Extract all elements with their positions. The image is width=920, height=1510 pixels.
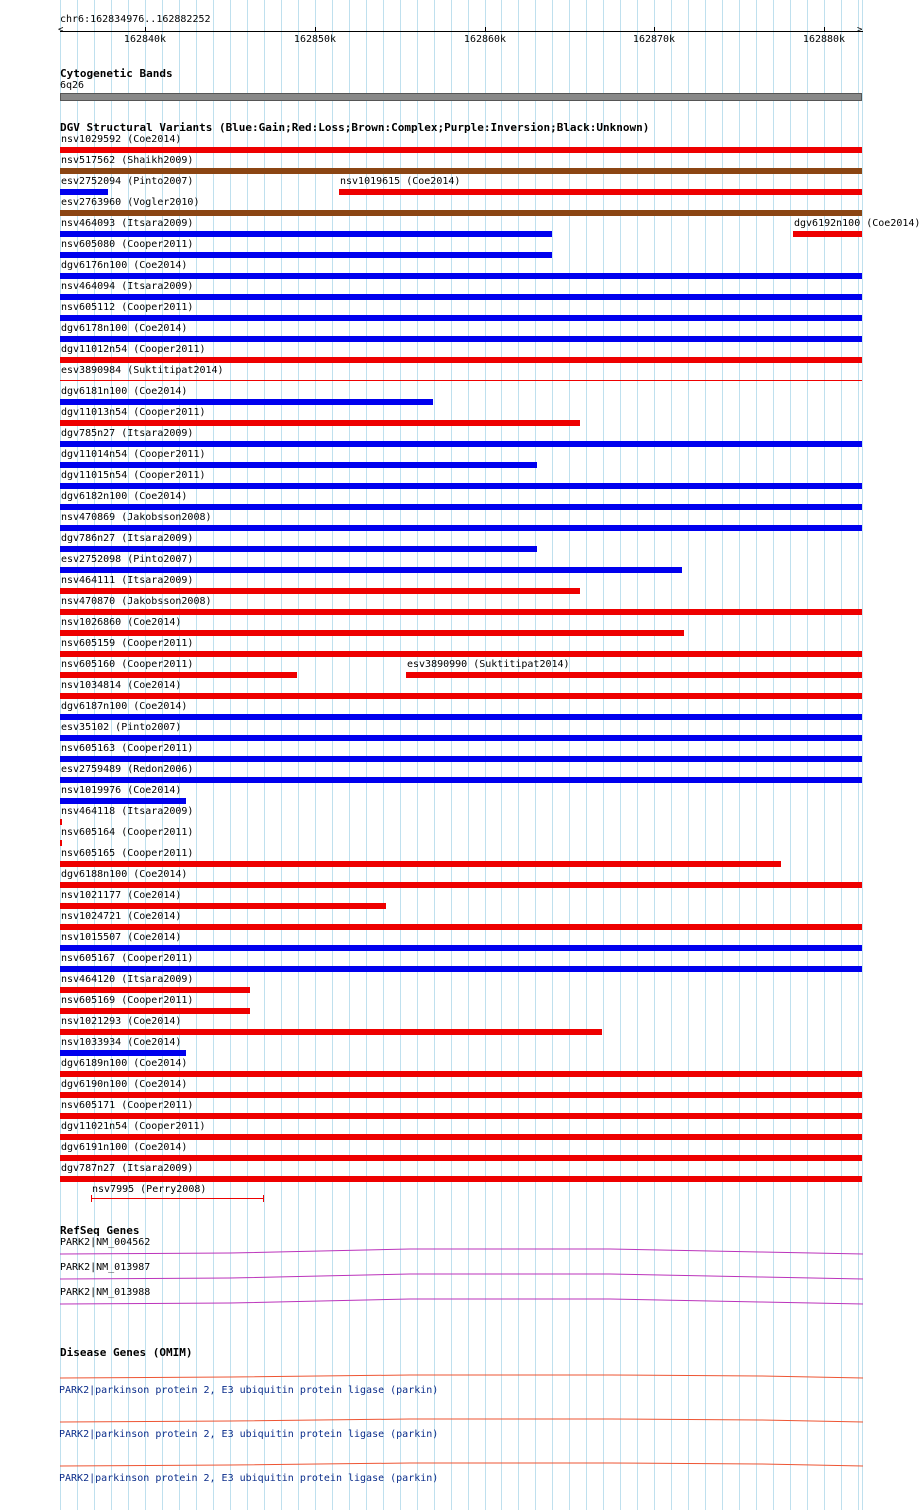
variant-label: esv2759489 (Redon2006) bbox=[61, 764, 194, 775]
variant-label: dgv6187n100 (Coe2014) bbox=[61, 701, 188, 712]
grid-line bbox=[332, 0, 333, 1510]
variant-bar[interactable] bbox=[60, 987, 250, 993]
grid-line bbox=[247, 0, 248, 1510]
grid-line bbox=[620, 0, 621, 1510]
variant-bar[interactable] bbox=[60, 567, 682, 573]
variant-label: nsv464111 (Itsara2009) bbox=[61, 575, 194, 586]
grid-line bbox=[264, 0, 265, 1510]
variant-bar[interactable] bbox=[91, 1198, 264, 1199]
ruler-tick-label: 162860k bbox=[463, 34, 507, 45]
variant-label: nsv464094 (Itsara2009) bbox=[61, 281, 194, 292]
variant-bar[interactable] bbox=[793, 231, 862, 237]
variant-label: dgv785n27 (Itsara2009) bbox=[61, 428, 194, 439]
variant-label: nsv470870 (Jakobsson2008) bbox=[61, 596, 212, 607]
variant-label: nsv605080 (Cooper2011) bbox=[61, 239, 194, 250]
variant-bar[interactable] bbox=[60, 231, 552, 237]
gene-label: PARK2|NM_013988 bbox=[60, 1287, 151, 1298]
omim-gene-model[interactable] bbox=[60, 1462, 863, 1468]
variant-label: nsv1033934 (Coe2014) bbox=[61, 1037, 182, 1048]
omim-label[interactable]: PARK2|parkinson protein 2, E3 ubiquitin protein ligase (parkin) bbox=[59, 1473, 439, 1484]
variant-label: nsv1019976 (Coe2014) bbox=[61, 785, 182, 796]
gene-label: PARK2|NM_013987 bbox=[60, 1262, 151, 1273]
omim-gene-model[interactable] bbox=[60, 1418, 863, 1424]
omim-label[interactable]: PARK2|parkinson protein 2, E3 ubiquitin protein ligase (parkin) bbox=[59, 1385, 439, 1396]
variant-bar[interactable] bbox=[60, 315, 862, 321]
variant-label: dgv11014n54 (Cooper2011) bbox=[61, 449, 206, 460]
grid-line bbox=[451, 0, 452, 1510]
variant-label: nsv605171 (Cooper2011) bbox=[61, 1100, 194, 1111]
location-label: chr6:162834976..162882252 bbox=[60, 14, 211, 25]
variant-bar[interactable] bbox=[60, 380, 862, 381]
grid-line bbox=[518, 0, 519, 1510]
variant-label: dgv6178n100 (Coe2014) bbox=[61, 323, 188, 334]
gene-line bbox=[60, 1249, 863, 1254]
variant-bar[interactable] bbox=[60, 861, 781, 867]
ruler-tick-label: 162840k bbox=[123, 34, 167, 45]
variant-label: nsv1034814 (Coe2014) bbox=[61, 680, 182, 691]
variant-bar[interactable] bbox=[60, 630, 684, 636]
grid-line bbox=[417, 0, 418, 1510]
variant-bar[interactable] bbox=[60, 945, 862, 951]
variant-label: nsv1021177 (Coe2014) bbox=[61, 890, 182, 901]
variant-bar[interactable] bbox=[60, 294, 862, 300]
variant-label: dgv6181n100 (Coe2014) bbox=[61, 386, 188, 397]
variant-bar[interactable] bbox=[60, 1029, 602, 1035]
variant-bar[interactable] bbox=[60, 336, 862, 342]
variant-bar[interactable] bbox=[60, 882, 862, 888]
variant-label: nsv7995 (Perry2008) bbox=[92, 1184, 207, 1195]
grid-line bbox=[434, 0, 435, 1510]
variant-bar[interactable] bbox=[60, 1008, 250, 1014]
variant-label: nsv1015507 (Coe2014) bbox=[61, 932, 182, 943]
ruler-tick bbox=[824, 27, 825, 32]
variant-bar[interactable] bbox=[60, 714, 862, 720]
omim-line bbox=[60, 1375, 863, 1378]
variant-label: nsv605160 (Cooper2011) bbox=[61, 659, 194, 670]
variant-bar[interactable] bbox=[60, 1176, 862, 1182]
variant-label: nsv464118 (Itsara2009) bbox=[61, 806, 194, 817]
grid-line bbox=[586, 0, 587, 1510]
variant-label: dgv6182n100 (Coe2014) bbox=[61, 491, 188, 502]
cytoband-label: 6q26 bbox=[60, 80, 85, 91]
variant-bar[interactable] bbox=[60, 1134, 862, 1140]
variant-bar[interactable] bbox=[60, 462, 537, 468]
grid-line bbox=[298, 0, 299, 1510]
variant-bar[interactable] bbox=[60, 210, 862, 216]
omim-track-title: Disease Genes (OMIM) bbox=[60, 1346, 193, 1359]
gene-line bbox=[60, 1274, 863, 1279]
variant-label: dgv6191n100 (Coe2014) bbox=[61, 1142, 188, 1153]
ruler-tick-label: 162850k bbox=[293, 34, 337, 45]
grid-line bbox=[501, 0, 502, 1510]
gene-line bbox=[60, 1299, 863, 1304]
grid-line bbox=[722, 0, 723, 1510]
grid-line bbox=[637, 0, 638, 1510]
variant-bar[interactable] bbox=[60, 798, 186, 804]
grid-line bbox=[400, 0, 401, 1510]
variant-bar[interactable] bbox=[60, 546, 537, 552]
grid-line bbox=[281, 0, 282, 1510]
variant-bar[interactable] bbox=[60, 399, 433, 405]
variant-label: esv3890990 (Suktitipat2014) bbox=[407, 659, 570, 670]
variant-label: dgv11021n54 (Cooper2011) bbox=[61, 1121, 206, 1132]
variant-label: nsv1021293 (Coe2014) bbox=[61, 1016, 182, 1027]
grid-line bbox=[569, 0, 570, 1510]
gene-model[interactable] bbox=[60, 1298, 863, 1306]
variant-label: nsv605165 (Cooper2011) bbox=[61, 848, 194, 859]
variant-bar[interactable] bbox=[60, 441, 862, 447]
grid-line bbox=[485, 0, 486, 1510]
grid-line bbox=[213, 0, 214, 1510]
grid-line bbox=[535, 0, 536, 1510]
variant-label: dgv6192n100 (Coe2014) bbox=[794, 218, 920, 229]
gene-label: PARK2|NM_004562 bbox=[60, 1237, 151, 1248]
variant-label: nsv1029592 (Coe2014) bbox=[61, 134, 182, 145]
ruler-tick bbox=[145, 27, 146, 32]
variant-bar[interactable] bbox=[60, 735, 862, 741]
variant-bar[interactable] bbox=[60, 1071, 862, 1077]
variant-label: esv2752098 (Pinto2007) bbox=[61, 554, 194, 565]
ruler-tick-label: 162870k bbox=[632, 34, 676, 45]
ruler-left-arrow: < bbox=[58, 25, 64, 35]
variant-label: dgv786n27 (Itsara2009) bbox=[61, 533, 194, 544]
grid-line bbox=[773, 0, 774, 1510]
ruler-tick-label: 162880k bbox=[802, 34, 846, 45]
variant-bar[interactable] bbox=[60, 609, 862, 615]
grid-line bbox=[688, 0, 689, 1510]
grid-line bbox=[739, 0, 740, 1510]
variant-label: nsv464120 (Itsara2009) bbox=[61, 974, 194, 985]
variant-bar[interactable] bbox=[60, 1092, 862, 1098]
variant-bar[interactable] bbox=[60, 1155, 862, 1161]
omim-gene-model[interactable] bbox=[60, 1374, 863, 1380]
variant-label: nsv464093 (Itsara2009) bbox=[61, 218, 194, 229]
variant-bar[interactable] bbox=[60, 693, 862, 699]
variant-label: esv35102 (Pinto2007) bbox=[61, 722, 182, 733]
grid-line bbox=[552, 0, 553, 1510]
variant-label: dgv11013n54 (Cooper2011) bbox=[61, 407, 206, 418]
grid-line bbox=[230, 0, 231, 1510]
grid-line bbox=[315, 0, 316, 1510]
variant-bar-end bbox=[91, 1195, 92, 1202]
variant-label: dgv6190n100 (Coe2014) bbox=[61, 1079, 188, 1090]
refseq-track-title: RefSeq Genes bbox=[60, 1224, 140, 1237]
ruler-tick bbox=[485, 27, 486, 32]
ruler-tick bbox=[315, 27, 316, 32]
grid-line bbox=[671, 0, 672, 1510]
variant-bar[interactable] bbox=[60, 525, 862, 531]
variant-label: nsv1026860 (Coe2014) bbox=[61, 617, 182, 628]
variant-label: dgv6176n100 (Coe2014) bbox=[61, 260, 188, 271]
variant-label: dgv6189n100 (Coe2014) bbox=[61, 1058, 188, 1069]
grid-line bbox=[196, 0, 197, 1510]
variant-label: nsv1019615 (Coe2014) bbox=[340, 176, 461, 187]
variant-bar[interactable] bbox=[60, 966, 862, 972]
grid-line bbox=[468, 0, 469, 1510]
variant-bar[interactable] bbox=[60, 756, 862, 762]
gene-model[interactable] bbox=[60, 1248, 863, 1256]
dgv-track-title: DGV Structural Variants (Blue:Gain;Red:Loss;Brown:Complex;Purple:Inversion;Black:Unknown) bbox=[60, 121, 650, 134]
variant-label: nsv605159 (Cooper2011) bbox=[61, 638, 194, 649]
variant-label: nsv605164 (Cooper2011) bbox=[61, 827, 194, 838]
omim-label[interactable]: PARK2|parkinson protein 2, E3 ubiquitin protein ligase (parkin) bbox=[59, 1429, 439, 1440]
variant-bar[interactable] bbox=[60, 588, 580, 594]
variant-bar[interactable] bbox=[60, 672, 297, 678]
variant-label: nsv605163 (Cooper2011) bbox=[61, 743, 194, 754]
variant-label: nsv1024721 (Coe2014) bbox=[61, 911, 182, 922]
variant-bar[interactable] bbox=[60, 147, 862, 153]
variant-bar[interactable] bbox=[60, 483, 862, 489]
variant-label: nsv605167 (Cooper2011) bbox=[61, 953, 194, 964]
variant-bar[interactable] bbox=[60, 840, 62, 846]
grid-line bbox=[790, 0, 791, 1510]
variant-bar[interactable] bbox=[406, 672, 862, 678]
variant-label: esv2752094 (Pinto2007) bbox=[61, 176, 194, 187]
variant-bar[interactable] bbox=[60, 420, 580, 426]
ruler-right-arrow: > bbox=[857, 25, 863, 35]
variant-bar-end bbox=[263, 1195, 264, 1202]
grid-line bbox=[383, 0, 384, 1510]
variant-bar[interactable] bbox=[60, 819, 62, 825]
variant-bar[interactable] bbox=[60, 1050, 186, 1056]
variant-bar[interactable] bbox=[60, 357, 862, 363]
ruler-axis-line bbox=[60, 31, 863, 32]
cytoband-title: Cytogenetic Bands bbox=[60, 67, 173, 80]
variant-bar[interactable] bbox=[60, 651, 862, 657]
variant-label: nsv605169 (Cooper2011) bbox=[61, 995, 194, 1006]
variant-bar[interactable] bbox=[60, 777, 862, 783]
grid-line bbox=[705, 0, 706, 1510]
variant-bar[interactable] bbox=[339, 189, 862, 195]
omim-line bbox=[60, 1463, 863, 1466]
variant-bar[interactable] bbox=[60, 189, 108, 195]
variant-bar[interactable] bbox=[60, 1113, 862, 1119]
grid-line bbox=[349, 0, 350, 1510]
variant-label: dgv6188n100 (Coe2014) bbox=[61, 869, 188, 880]
grid-line bbox=[756, 0, 757, 1510]
ruler-tick bbox=[654, 27, 655, 32]
variant-bar[interactable] bbox=[60, 252, 552, 258]
omim-line bbox=[60, 1419, 863, 1422]
grid-line bbox=[603, 0, 604, 1510]
variant-label: nsv470869 (Jakobsson2008) bbox=[61, 512, 212, 523]
variant-label: esv2763960 (Vogler2010) bbox=[61, 197, 200, 208]
variant-bar[interactable] bbox=[60, 924, 862, 930]
grid-line bbox=[654, 0, 655, 1510]
variant-bar[interactable] bbox=[60, 168, 862, 174]
variant-bar[interactable] bbox=[60, 903, 386, 909]
variant-bar[interactable] bbox=[60, 273, 862, 279]
variant-label: dgv787n27 (Itsara2009) bbox=[61, 1163, 194, 1174]
variant-bar[interactable] bbox=[60, 504, 862, 510]
variant-label: esv3890984 (Suktitipat2014) bbox=[61, 365, 224, 376]
grid-line bbox=[366, 0, 367, 1510]
variant-label: dgv11012n54 (Cooper2011) bbox=[61, 344, 206, 355]
variant-label: nsv605112 (Cooper2011) bbox=[61, 302, 194, 313]
variant-label: nsv517562 (Shaikh2009) bbox=[61, 155, 194, 166]
variant-label: dgv11015n54 (Cooper2011) bbox=[61, 470, 206, 481]
cytoband-bar[interactable] bbox=[60, 93, 862, 101]
gene-model[interactable] bbox=[60, 1273, 863, 1281]
